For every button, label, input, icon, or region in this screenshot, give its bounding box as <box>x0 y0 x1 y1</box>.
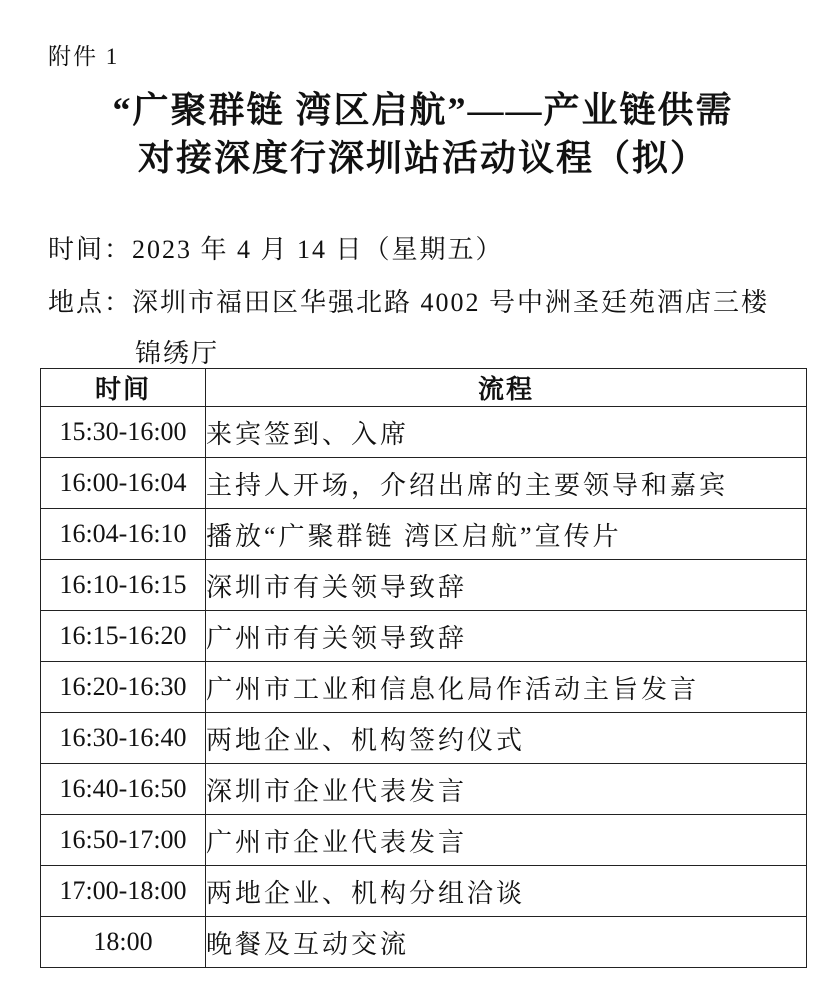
title-line-2: 对接深度行深圳站活动议程（拟） <box>137 138 708 178</box>
row-flow: 两地企业、机构分组洽谈 <box>206 866 807 917</box>
row-flow: 广州市有关领导致辞 <box>206 611 807 662</box>
row-flow: 广州市工业和信息化局作活动主旨发言 <box>206 662 807 713</box>
header-time: 时间 <box>41 369 206 407</box>
table-row <box>41 458 807 509</box>
row-time: 16:10-16:15 <box>41 560 206 611</box>
row-flow: 广州市企业代表发言 <box>206 815 807 866</box>
agenda-table <box>40 368 807 968</box>
row-time: 16:50-17:00 <box>41 815 206 866</box>
row-time: 15:30-16:00 <box>41 407 206 458</box>
event-location-value-continued: 锦绣厅 <box>135 339 220 368</box>
row-time: 16:04-16:10 <box>41 509 206 560</box>
table-row <box>41 815 807 866</box>
event-time-label: 时间： <box>48 235 133 264</box>
row-flow: 主持人开场，介绍出席的主要领导和嘉宾 <box>206 458 807 509</box>
row-flow: 晚餐及互动交流 <box>206 917 807 968</box>
row-flow: 深圳市企业代表发言 <box>206 764 807 815</box>
table-row <box>41 764 807 815</box>
document-title <box>10 86 836 182</box>
event-location-value: 深圳市福田区华强北路 4002 号中洲圣廷苑酒店三楼 <box>132 288 770 317</box>
row-time: 16:20-16:30 <box>41 662 206 713</box>
table-row <box>41 611 807 662</box>
table-row <box>41 560 807 611</box>
row-flow: 来宾签到、入席 <box>206 407 807 458</box>
table-row <box>41 407 807 458</box>
event-time-value: 2023 年 4 月 14 日（星期五） <box>132 235 504 264</box>
row-flow: 深圳市有关领导致辞 <box>206 560 807 611</box>
row-time: 18:00 <box>41 917 206 968</box>
title-line-1: “广聚群链 湾区启航”——产业链供需 <box>112 90 734 130</box>
table-row <box>41 662 807 713</box>
attachment-label: 附件 1 <box>48 44 120 69</box>
row-time: 16:40-16:50 <box>41 764 206 815</box>
table-row <box>41 713 807 764</box>
event-location <box>48 282 769 319</box>
row-time: 16:15-16:20 <box>41 611 206 662</box>
row-time: 17:00-18:00 <box>41 866 206 917</box>
header-flow: 流程 <box>206 369 807 407</box>
event-time <box>48 229 504 266</box>
row-flow: 播放“广聚群链 湾区启航”宣传片 <box>206 509 807 560</box>
table-row <box>41 917 807 968</box>
table-row <box>41 866 807 917</box>
row-time: 16:30-16:40 <box>41 713 206 764</box>
table-row <box>41 509 807 560</box>
row-flow: 两地企业、机构签约仪式 <box>206 713 807 764</box>
event-location-label: 地点： <box>48 288 133 317</box>
agenda-header-row <box>41 369 807 407</box>
row-time: 16:00-16:04 <box>41 458 206 509</box>
